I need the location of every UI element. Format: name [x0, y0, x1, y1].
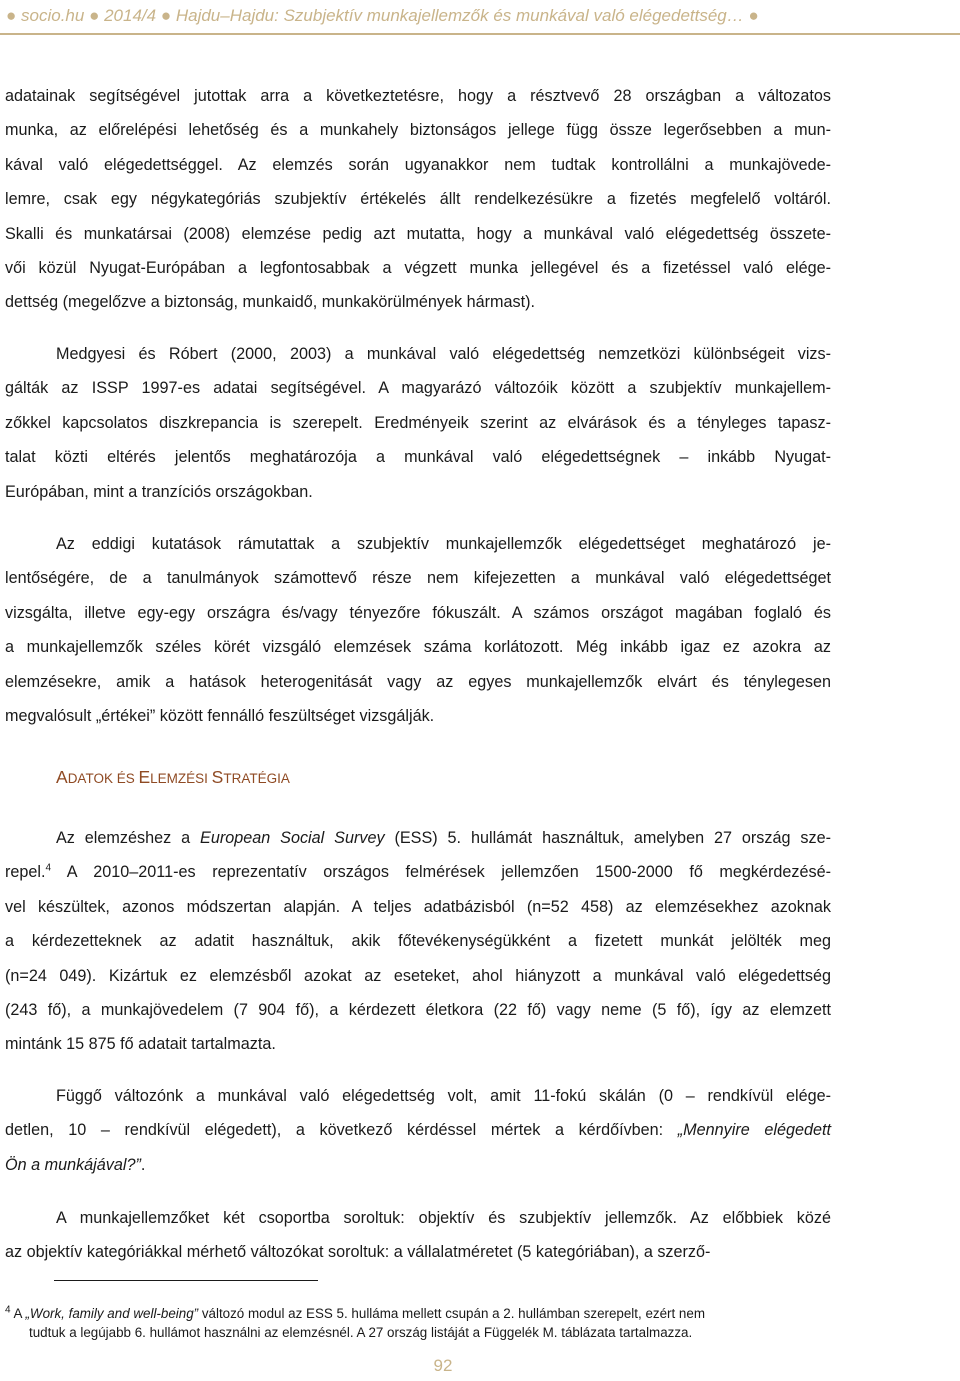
paragraph-2 — [5, 337, 831, 509]
paragraph-4 — [5, 821, 831, 1062]
footnote-line: tudtuk a legújabb 6. hullámot használni az elemzésnél. A 27 ország listáját a Függelék M. táblázata tartalmazza. — [29, 1325, 693, 1340]
text-line: vizsgálta, illetve egy-egy országra és/vagy tényezőre fókuszált. A számos országot magában foglaló és — [5, 603, 831, 622]
text-line: az objektív kategóriákkal mérhető változókat soroltuk: a vállalatméretet (5 kategóriában), a szerző- — [5, 1243, 711, 1262]
text-line: megvalósult „értékei” között fennálló feszültséget vizsgálják. — [5, 707, 435, 726]
footnote-separator — [54, 1280, 318, 1281]
text-line: talat közti eltérés jelentős meghatározója a munkával való elégedettségnek – inkább Nyugat- — [5, 448, 831, 467]
text-line: Skalli és munkatársai (2008) elemzése pedig azt mutatta, hogy a munkával való elégedettség összete- — [5, 224, 831, 243]
page-number: 92 — [433, 1356, 453, 1375]
text-line: vel készültek, azonos módszertan alapján. A teljes adatbázisból (n=52 458) az elemzésekhez azoknak — [5, 897, 831, 916]
header-article: Hajdu–Hajdu: Szubjektív munkajellemzők és munkával való elégedettség… — [175, 6, 744, 25]
header-site: socio.hu — [21, 6, 85, 25]
text-line: (243 fő), a munkajövedelem (7 904 fő), a kérdezett életkora (22 fő) vagy neme (5 fő), így az elemzett — [5, 1001, 831, 1020]
text-line: lemre, csak egy négykategóriás szubjektív értékelés állt rendelkezésükre a fizetés megfelelő voltáról. — [5, 190, 831, 209]
text-line: a munkajellemzők széles körét vizsgáló elemzések száma korlátozott. Még inkább igaz ez azokra az — [5, 638, 831, 657]
footnote-line: $^4$ A „Work, family and well-being” változó modul az ESS 5. hulláma mellett csupán a 2. hullámban szerepelt, ezért nem — [5, 1304, 705, 1321]
text-line: Európában, mint a tranzíciós országokban. — [5, 482, 313, 501]
text-line: a kérdezetteknek az adatit használtuk, akik főtevékenységükként a fizetett munkát jelölték meg — [5, 932, 831, 951]
bullet-icon: ● — [748, 6, 759, 25]
bullet-icon: ● — [160, 6, 172, 25]
paragraph-3 — [5, 527, 831, 733]
header-rule — [0, 33, 960, 35]
text-line: munka, az előrelépési lehetőség és a munkahely biztonságos jellege függ össze legerősebben a mun- — [5, 121, 831, 140]
bullet-icon: ● — [89, 6, 100, 25]
text-line: kával való elégedettséggel. Az elemzés során ugyanakkor nem tudtak kontrollálni a munkajövede- — [5, 155, 831, 174]
text-line: dettség (megelőzve a biztonság, munkaidő, munkakörülmények hármast). — [5, 293, 535, 312]
text-line: repel.$^4$ A 2010–2011-es reprezentatív országos felmérések jellemzően 1500-2000 fő megkérdezésé- — [5, 863, 831, 882]
text-line: lentőségére, de a tanulmányok számottevő része nem kifejezetten a munkával való elégedettséget — [5, 569, 831, 588]
text-line: Ön a munkájával?”. — [5, 1155, 146, 1174]
text-line: mintánk 15 875 fő adatait tartalmazta. — [5, 1035, 276, 1054]
text-line: gálták az ISSP 1997-es adatai segítségével. A magyarázó változóik között a szubjektív munkajellem- — [5, 379, 831, 398]
text-line: Az elemzéshez a European Social Survey (ESS) 5. hullámát használtuk, amelyben 27 ország sze- — [56, 829, 831, 847]
footnote — [5, 1304, 831, 1342]
footnote-ref[interactable]: 4 — [45, 863, 52, 875]
paragraph-6 — [5, 1201, 831, 1270]
text-line: Az eddigi kutatások rámutattak a szubjektív munkajellemzők elégedettséget meghatározó je- — [56, 535, 831, 553]
text-line: Függő változónk a munkával való elégedettség volt, amit 11-fokú skálán (0 – rendkívül elége- — [56, 1087, 831, 1105]
text-line: A munkajellemzőket két csoportba soroltuk: objektív és szubjektív jellemzők. Az előbbiek közé — [56, 1209, 831, 1227]
header-issue: 2014/4 — [104, 6, 157, 25]
text-line: vői közül Nyugat-Európában a legfontosabbak a végzett munka jellegével és a fizetéssel való elége- — [5, 259, 831, 278]
text-line: elemzésekre, amik a hatások heterogenitását vagy az egyes munkajellemzők elvárt és ténylegesen — [5, 672, 831, 691]
text-line: Medgyesi és Róbert (2000, 2003) a munkával való elégedettség nemzetközi különbségeit vizs- — [56, 345, 831, 363]
text-line: (n=24 049). Kizártuk ez elemzésből azokat az eseteket, ahol hiányzott a munkával való elégedettség — [5, 966, 831, 985]
paragraph-1 — [5, 79, 831, 320]
text-line: zőkkel kapcsolatos diszkrepancia is szerepelt. Eredményeik szerint az elvárások és a tényleges tapasz- — [5, 413, 831, 432]
running-header — [0, 0, 960, 34]
section-heading: ADATOK ÉS ELEMZÉSI STRATÉGIA — [56, 767, 290, 787]
bullet-icon: ● — [6, 6, 17, 25]
text-line: detlen, 10 – rendkívül elégedett), a következő kérdéssel mértek a kérdőívben: „Mennyire elégedett — [5, 1121, 831, 1140]
text-line: adatainak segítségével jutottak arra a következtetésre, hogy a résztvevő 28 országban a változatos — [5, 87, 831, 105]
paragraph-5 — [5, 1079, 831, 1182]
